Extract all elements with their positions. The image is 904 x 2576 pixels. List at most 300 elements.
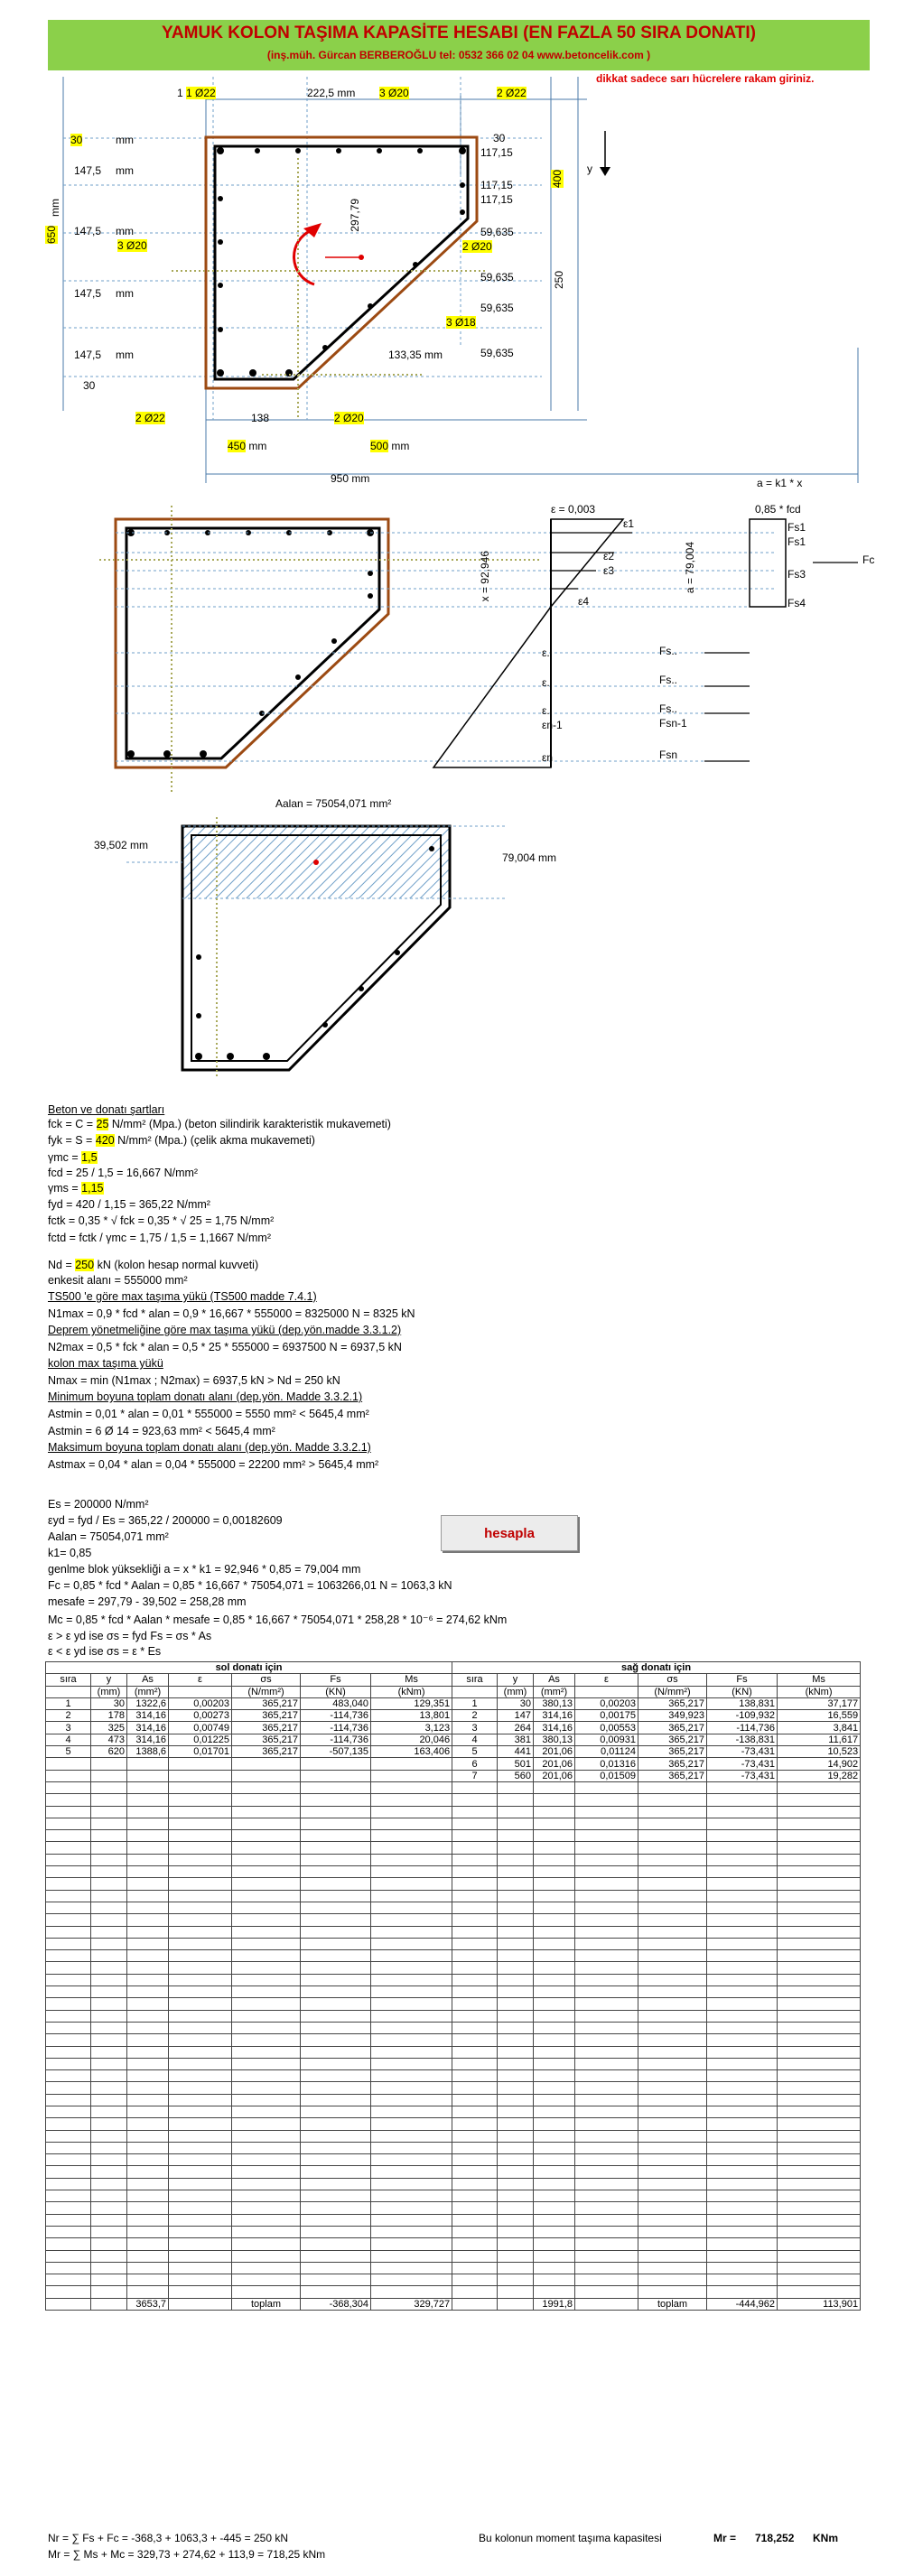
table-cell (498, 2154, 534, 2166)
table-cell (707, 2094, 778, 2106)
table-cell (91, 2094, 127, 2106)
table-cell (452, 2082, 498, 2094)
table-cell (127, 2082, 169, 2094)
table-cell (301, 2178, 371, 2190)
column-unit: (KN) (301, 1686, 371, 1697)
table-row (46, 1830, 452, 1842)
table-cell (534, 2010, 575, 2022)
table-row (46, 2034, 452, 2046)
table-row (46, 1758, 452, 1770)
spacing-unit-4: mm (116, 349, 134, 361)
table-cell (169, 1962, 232, 1974)
total-cell (169, 2298, 232, 2310)
table-cell (638, 2106, 707, 2117)
table-cell (575, 2130, 638, 2142)
table-cell: 365,217 (232, 1734, 301, 1745)
table-cell (452, 1842, 498, 1854)
table-row (452, 2238, 861, 2250)
table-cell (452, 2274, 498, 2286)
table-row (46, 2082, 452, 2094)
table-cell (232, 2034, 301, 2046)
spacing-unit-3: mm (116, 287, 134, 300)
table-cell (371, 1926, 452, 1938)
table-cell (452, 1818, 498, 1829)
table-row (46, 2250, 452, 2262)
table-row (46, 1914, 452, 1926)
table-cell (371, 2226, 452, 2237)
calc-gmc: γmc = 1,5 (48, 1151, 98, 1164)
table-cell (46, 1794, 91, 1806)
table-cell (452, 2106, 498, 2117)
table-cell (371, 2274, 452, 2286)
table-row (46, 1734, 452, 1745)
table-cell (778, 2046, 861, 2058)
table-cell (534, 2262, 575, 2274)
table-cell (575, 1962, 638, 1974)
eps-2: ε2 (603, 550, 615, 563)
table-cell: 13,801 (371, 1710, 452, 1722)
table-cell (169, 1974, 232, 1985)
table-cell (778, 1866, 861, 1878)
table-cell (46, 1914, 91, 1926)
table-cell (91, 1830, 127, 1842)
table-row (46, 2190, 452, 2202)
table-cell (127, 2202, 169, 2214)
column-unit (169, 1686, 232, 1697)
table-cell (232, 1890, 301, 1902)
table-cell (778, 2238, 861, 2250)
table-cell: 37,177 (778, 1697, 861, 1709)
table-cell (707, 2214, 778, 2226)
table-cell (232, 1758, 301, 1770)
table-cell: 6 (452, 1758, 498, 1770)
table-cell (575, 2250, 638, 2262)
table-cell (46, 1854, 91, 1865)
table-cell (498, 1878, 534, 1890)
table-cell (169, 1890, 232, 1902)
table-cell (638, 1902, 707, 1913)
table-cell (46, 2166, 91, 2178)
table-cell (91, 2250, 127, 2262)
column-unit: (mm²) (534, 1686, 575, 1697)
fyk-input[interactable]: 420 (95, 1134, 115, 1147)
table-row (46, 2154, 452, 2166)
table-cell (707, 2022, 778, 2033)
table-cell (46, 1770, 91, 1781)
table-cell (534, 2082, 575, 2094)
table-cell (127, 2022, 169, 2033)
table-cell (46, 1806, 91, 1818)
table-cell (91, 2118, 127, 2130)
column-unit: (N/mm²) (232, 1686, 301, 1697)
table-cell (232, 2082, 301, 2094)
fs-lower-1: Fs.. (659, 645, 677, 657)
table-cell (127, 1770, 169, 1781)
fs-lower-5: Fsn (659, 749, 678, 761)
table-cell (91, 2022, 127, 2033)
gmc-input[interactable]: 1,5 (81, 1151, 98, 1164)
calc-min-heading: Minimum boyuna toplam donatı alanı (dep.yön. Madde 3.3.2.1) (48, 1390, 363, 1403)
table-cell: 0,01509 (575, 1770, 638, 1781)
table-cell (46, 2154, 91, 2166)
table-cell: 20,046 (371, 1734, 452, 1745)
table-row (46, 1770, 452, 1781)
table-cell: 349,923 (638, 1710, 707, 1722)
table-cell (778, 2070, 861, 2082)
table-cell (91, 2190, 127, 2202)
table-cell: 129,351 (371, 1697, 452, 1709)
table-row (46, 1962, 452, 1974)
table-cell: 1388,6 (127, 1746, 169, 1758)
column-unit: (kNm) (371, 1686, 452, 1697)
table-cell (778, 2094, 861, 2106)
table-row (452, 2274, 861, 2286)
table-cell (169, 1914, 232, 1926)
dim-138: 138 (251, 412, 270, 424)
calc-max-steel-heading: Maksimum boyuna toplam donatı alanı (dep.yön. Madde 3.3.2.1) (48, 1441, 371, 1454)
calc-fcd: fcd = 25 / 1,5 = 16,667 N/mm² (48, 1167, 199, 1179)
table-cell (91, 2178, 127, 2190)
table-cell (707, 1998, 778, 2010)
table-cell (301, 2070, 371, 2082)
width-diag-box[interactable]: 500 mm (370, 440, 410, 452)
height-total-input[interactable]: 650 (45, 226, 58, 245)
table-cell (91, 2226, 127, 2237)
table-cell (169, 2238, 232, 2250)
table-cell: 441 (498, 1746, 534, 1758)
table-row (452, 1781, 861, 1793)
table-cell (232, 2214, 301, 2226)
table-cell (232, 2046, 301, 2058)
table-cell: 201,06 (534, 1746, 575, 1758)
table-cell (778, 2118, 861, 2130)
table-row (452, 1974, 861, 1985)
table-cell (575, 1938, 638, 1949)
total-row (452, 2298, 861, 2310)
table-cell (498, 1974, 534, 1985)
table-cell (534, 2118, 575, 2130)
table-cell (575, 1950, 638, 1962)
table-row (452, 2154, 861, 2166)
table-cell (232, 2166, 301, 2178)
nd-input[interactable]: 250 (75, 1259, 95, 1271)
table-cell (46, 1781, 91, 1793)
table-cell (91, 2274, 127, 2286)
total-row (46, 2298, 452, 2310)
table-cell: 5 (46, 1746, 91, 1758)
table-cell (498, 2082, 534, 2094)
table-cell (638, 2154, 707, 2166)
table-cell (575, 1794, 638, 1806)
table-cell (638, 1854, 707, 1865)
table-cell (301, 1938, 371, 1949)
table-cell (575, 2058, 638, 2069)
table-cell (452, 2250, 498, 2262)
table-cell (534, 2070, 575, 2082)
column-section-drawing (0, 77, 904, 492)
table-cell (127, 2154, 169, 2166)
table-cell (46, 2250, 91, 2262)
table-cell (707, 1830, 778, 1842)
table-cell (232, 2238, 301, 2250)
table-cell (452, 2262, 498, 2274)
table-cell (91, 1878, 127, 1890)
table-cell: 620 (91, 1746, 127, 1758)
table-cell (301, 2058, 371, 2069)
table-cell (534, 2022, 575, 2033)
table-cell (575, 2214, 638, 2226)
table-cell (452, 2022, 498, 2033)
table-cell (127, 1998, 169, 2010)
table-cell (575, 2154, 638, 2166)
table-cell (638, 2262, 707, 2274)
table-cell (778, 2010, 861, 2022)
table-row (452, 2202, 861, 2214)
table-cell (498, 2250, 534, 2262)
table-cell (127, 2130, 169, 2142)
table-row (452, 1914, 861, 1926)
table-row (452, 2226, 861, 2237)
table-row (452, 2082, 861, 2094)
width-bottom-box[interactable]: 450 mm (228, 440, 267, 452)
table-cell (232, 1926, 301, 1938)
mr-value: 718,252 (755, 2532, 795, 2544)
table-cell (46, 1866, 91, 1878)
table-row (452, 2022, 861, 2033)
table-cell (707, 1794, 778, 1806)
total-cell (498, 2298, 534, 2310)
table-cell (169, 2250, 232, 2262)
table-row (452, 1818, 861, 1829)
table-cell (638, 2190, 707, 2202)
table-row (452, 1890, 861, 1902)
table-row (452, 2214, 861, 2226)
total-cell: -444,962 (707, 2298, 778, 2310)
calc-fctd: fctd = fctk / γmc = 1,75 / 1,5 = 1,1667 N/mm² (48, 1232, 271, 1244)
table-cell: -73,431 (707, 1770, 778, 1781)
bar-label-bottom-right: 2 Ø20 (334, 412, 364, 424)
eps-lower-1: ε.. (542, 646, 554, 659)
table-cell (46, 1758, 91, 1770)
table-cell (707, 2274, 778, 2286)
table-cell (169, 1842, 232, 1854)
calc-astmin-2: Astmin = 6 Ø 14 = 923,63 mm² < 5645,4 mm² (48, 1425, 275, 1437)
table-cell (169, 2178, 232, 2190)
table-cell (301, 2202, 371, 2214)
table-row (452, 2070, 861, 2082)
table-cell: 380,13 (534, 1697, 575, 1709)
table-cell (498, 2166, 534, 2178)
table-cell (534, 2130, 575, 2142)
column-header: y (91, 1674, 127, 1686)
table-cell (498, 1950, 534, 1962)
table-cell (534, 1914, 575, 1926)
table-cell (452, 2166, 498, 2178)
calc-astmin-1: Astmin = 0,01 * alan = 0,01 * 555000 = 5550 mm² < 5645,4 mm² (48, 1408, 369, 1420)
stress-diagram (0, 506, 904, 795)
table-row (452, 2250, 861, 2262)
total-cell: -368,304 (301, 2298, 371, 2310)
table-cell (371, 2010, 452, 2022)
left-dim: 39,502 mm (94, 839, 149, 851)
table-cell (498, 1986, 534, 1998)
table-cell (371, 1878, 452, 1890)
table-row (46, 2058, 452, 2069)
table-cell (46, 1950, 91, 1962)
table-cell (452, 1974, 498, 1985)
table-row (452, 1734, 861, 1745)
table-cell (91, 2154, 127, 2166)
table-cell (371, 2022, 452, 2033)
table-cell (301, 1794, 371, 1806)
table-cell (169, 2010, 232, 2022)
table-cell (498, 2034, 534, 2046)
table-row (452, 2010, 861, 2022)
table-cell (91, 1974, 127, 1985)
table-cell (498, 1854, 534, 1865)
table-cell (638, 1806, 707, 1818)
gms-input[interactable]: 1,15 (81, 1182, 104, 1195)
table-row (46, 1986, 452, 1998)
table-cell: 0,00175 (575, 1710, 638, 1722)
table-cell (169, 1758, 232, 1770)
table-cell (169, 2214, 232, 2226)
table-cell (46, 2142, 91, 2153)
table-cell (371, 1806, 452, 1818)
table-row (46, 1902, 452, 1913)
table-cell (91, 2010, 127, 2022)
table-cell (534, 2094, 575, 2106)
table-cell (46, 2238, 91, 2250)
table-cell (638, 2286, 707, 2298)
table-cell (301, 2286, 371, 2298)
table-cell: 2 (452, 1710, 498, 1722)
table-cell (232, 1818, 301, 1829)
table-cell (371, 2238, 452, 2250)
table-row (452, 1758, 861, 1770)
table-cell (534, 1818, 575, 1829)
table-cell (707, 2106, 778, 2117)
table-cell (534, 1926, 575, 1938)
table-cell (707, 2034, 778, 2046)
table-cell (534, 1890, 575, 1902)
table-cell (638, 2166, 707, 2178)
right-400-input[interactable]: 400 (551, 170, 564, 189)
table-cell (452, 1794, 498, 1806)
table-cell (498, 2190, 534, 2202)
table-cell (127, 1902, 169, 1913)
eps-lower-2: ε.. (542, 676, 554, 689)
table-cell (232, 2094, 301, 2106)
calc-fc: Fc = 0,85 * fcd * Aalan = 0,85 * 16,667 * 75054,071 = 1063266,01 N = 1063,3 kN (48, 1579, 452, 1592)
table-cell (91, 2214, 127, 2226)
table-cell (778, 1854, 861, 1865)
table-cell (707, 1842, 778, 1854)
total-cell (46, 2298, 91, 2310)
calc-eyd: εyd = fyd / Es = 365,22 / 200000 = 0,00182609 (48, 1514, 283, 1527)
table-cell (707, 1938, 778, 1949)
calc-heading-material: Beton ve donatı şartları (48, 1103, 165, 1116)
table-row (452, 2166, 861, 2178)
table-cell (707, 2286, 778, 2298)
table-cell: 178 (91, 1710, 127, 1722)
table-cell: 314,16 (127, 1710, 169, 1722)
table-row (452, 1986, 861, 1998)
table-cell: 0,00203 (169, 1697, 232, 1709)
table-cell (127, 2226, 169, 2237)
spacing-left-1: 147,5 (74, 164, 102, 177)
table-cell (301, 2142, 371, 2153)
table-cell (452, 2154, 498, 2166)
table-row (452, 2106, 861, 2117)
table-cell (301, 2166, 371, 2178)
table-cell: 0,00931 (575, 1734, 638, 1745)
table-cell (575, 2226, 638, 2237)
table-cell: 0,00553 (575, 1722, 638, 1734)
hesapla-button[interactable]: hesapla (441, 1515, 578, 1551)
table-cell (452, 1962, 498, 1974)
table-cell (534, 2250, 575, 2262)
table-cell (534, 1902, 575, 1913)
table-cell (371, 1938, 452, 1949)
bar-label-top-right: 2 Ø22 (497, 87, 527, 99)
table-cell: 0,00203 (575, 1697, 638, 1709)
table-cell (452, 1938, 498, 1949)
table-cell (575, 2094, 638, 2106)
fs-4: Fs4 (788, 597, 806, 609)
table-cell (232, 1781, 301, 1793)
table-cell: 365,217 (638, 1758, 707, 1770)
table-cell (301, 2214, 371, 2226)
table-cell: -114,736 (301, 1734, 371, 1745)
table-cell (534, 1974, 575, 1985)
table-row (452, 1854, 861, 1865)
table-cell (498, 2022, 534, 2033)
table-cell (371, 2130, 452, 2142)
table-cell (778, 2178, 861, 2190)
table-cell (169, 1781, 232, 1793)
table-cell (778, 2262, 861, 2274)
column-unit (452, 1686, 498, 1697)
total-cell: toplam (638, 2298, 707, 2310)
right-spacing-1: 117,15 (480, 146, 513, 159)
calc-nd: Nd = 250 kN (kolon hesap normal kuvveti) (48, 1259, 259, 1271)
cover-left-input[interactable]: 30 (70, 134, 83, 146)
table-cell (707, 2202, 778, 2214)
table-cell (46, 1890, 91, 1902)
table-cell (169, 1950, 232, 1962)
left-rebar-table (45, 1661, 452, 2311)
table-cell (46, 2202, 91, 2214)
table-row (452, 1926, 861, 1938)
table-cell: 365,217 (638, 1734, 707, 1745)
table-cell (127, 1938, 169, 1949)
table-row (46, 1781, 452, 1793)
table-row (46, 1818, 452, 1829)
table-cell (127, 1854, 169, 1865)
fck-input[interactable]: 25 (96, 1118, 109, 1130)
table-cell (169, 2262, 232, 2274)
fs-3: Fs3 (788, 568, 806, 581)
fs-lower-4: Fsn-1 (659, 717, 687, 730)
table-cell (169, 2130, 232, 2142)
table-cell (301, 1781, 371, 1793)
table-cell (127, 1878, 169, 1890)
column-header: Fs (301, 1674, 371, 1686)
table-row (452, 1902, 861, 1913)
column-unit: (mm) (91, 1686, 127, 1697)
table-cell (169, 2058, 232, 2069)
